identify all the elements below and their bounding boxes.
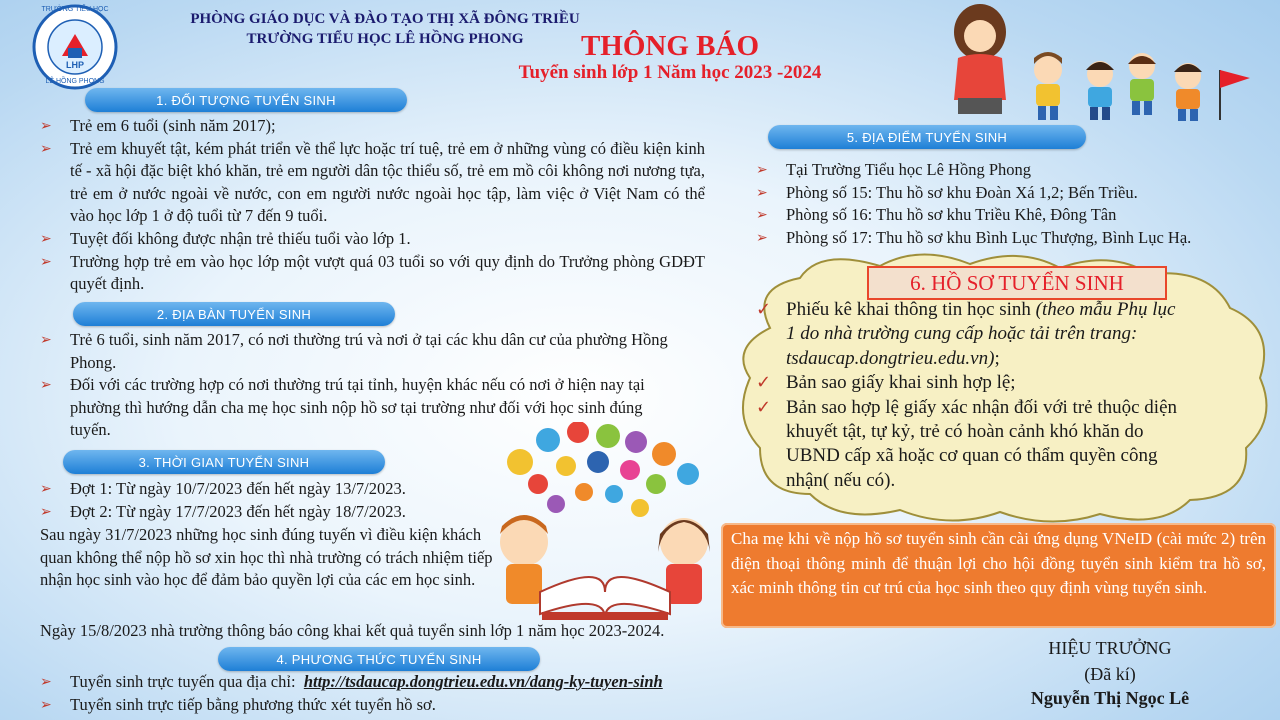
kids-reading-illustration <box>480 422 730 622</box>
section6-list <box>756 298 1186 493</box>
section2-heading: 2. ĐỊA BÀN TUYỂN SINH <box>73 302 395 326</box>
arrow-bullet-icon: ➢ <box>756 162 768 178</box>
arrow-bullet-icon: ➢ <box>40 253 52 270</box>
arrow-bullet-icon: ➢ <box>40 140 52 157</box>
list-item: ➢ Trẻ em 6 tuổi (sinh năm 2017); <box>40 115 705 138</box>
vneid-notice: Cha mẹ khi về nộp hồ sơ tuyển sinh cần cài ứng dụng VNeID (cài mức 2) trên điện thoại thông minh để thuận lợi cho hội đồng tuyển sinh kiểm tra hồ sơ, xác minh thông tin cư trú của học sinh theo quy định vùng tuyển sinh. <box>721 523 1276 628</box>
section4-list <box>40 671 760 716</box>
check-bullet-icon: ✓ <box>756 396 772 418</box>
list-item: ➢ Tuyệt đối không được nhận trẻ thiếu tuổi vào lớp 1. <box>40 228 705 251</box>
list-item: ➢ Đợt 2: Từ ngày 17/7/2023 đến hết ngày 18/7/2023. <box>40 501 500 524</box>
list-item: ➢ Trường hợp trẻ em vào học lớp một vượt quá 03 tuổi so với quy định do Trưởng phòng GDĐT quyết định. <box>40 251 705 294</box>
section3-paragraph: Sau ngày 31/7/2023 những học sinh đúng tuyến vì điều kiện khách quan không thể nộp hồ sơ xin học thì nhà trường có trách nhiệm tiếp nhận học sinh vào học để đảm bảo quyền lợi của các em học sinh. <box>40 525 493 590</box>
arrow-bullet-icon: ➢ <box>40 503 52 520</box>
section1-heading: 1. ĐỐI TƯỢNG TUYỂN SINH <box>85 88 407 112</box>
list-item: ➢ Đợt 1: Từ ngày 10/7/2023 đến hết ngày 13/7/2023. <box>40 478 500 501</box>
arrow-bullet-icon: ➢ <box>756 229 768 246</box>
list-item: ✓ Phiếu kê khai thông tin học sinh (theo mẫu Phụ lục 1 do nhà trường cung cấp hoặc tải trên trang: tsdaucap.dongtrieu.edu.vn); <box>756 299 1176 369</box>
page-subtitle: Tuyển sinh lớp 1 Năm học 2023 -2024 <box>518 62 822 83</box>
list-item: ➢ Trẻ em khuyết tật, kém phát triển về thể lực hoặc trí tuệ, trẻ em ở những vùng có điều kiện kinh tế - xã hội đặc biệt khó khăn, trẻ em người dân tộc thiểu số, trẻ em mồ côi không nơi nương tựa, trẻ em ở nước ngoài về nước, con em người nước ngoài học tập, làm việc ở Việt Nam có thể vào học lớp 1 ở độ tuổi từ 7 đến 9 tuổi. <box>40 138 705 226</box>
list-item: ➢ Phòng số 16: Thu hồ sơ khu Triều Khê, Đông Tân <box>756 204 1276 227</box>
list-item: ➢ Tại Trường Tiểu học Lê Hồng Phong <box>756 159 1276 182</box>
arrow-bullet-icon: ➢ <box>40 377 52 394</box>
list-item: ➢ Phòng số 17: Thu hồ sơ khu Bình Lục Thượng, Bình Lục Hạ. <box>756 227 1276 250</box>
teacher-kids-illustration <box>920 0 1270 130</box>
arrow-bullet-icon: ➢ <box>40 674 52 690</box>
section1-list <box>40 115 705 296</box>
arrow-bullet-icon: ➢ <box>756 207 768 224</box>
page-title: THÔNG BÁO <box>580 30 760 62</box>
section6-heading: 6. HỒ SƠ TUYỂN SINH <box>867 266 1167 300</box>
arrow-bullet-icon: ➢ <box>40 696 52 713</box>
arrow-bullet-icon: ➢ <box>40 230 52 247</box>
list-item: ➢ Trẻ 6 tuổi, sinh năm 2017, có nơi thường trú và nơi ở tại các khu dân cư của phường Hồng Phong. <box>40 330 668 372</box>
signature-role: HIỆU TRƯỞNG <box>1048 638 1172 658</box>
section3-list <box>40 478 500 523</box>
school-name: TRƯỜNG TIỂU HỌC LÊ HỒNG PHONG <box>246 31 524 47</box>
arrow-bullet-icon: ➢ <box>40 481 52 497</box>
list-item: ✓ Bản sao hợp lệ giấy xác nhận đối với trẻ thuộc diện khuyết tật, tự kỷ, trẻ có hoàn cảnh khó khăn do UBND cấp xã hoặc cơ quan có thẩm quyền công nhận( nếu có). <box>756 396 1178 491</box>
registration-link[interactable]: http://tsdaucap.dongtrieu.edu.vn/dang-ky-tuyen-sinh <box>303 672 663 691</box>
arrow-bullet-icon: ➢ <box>756 184 768 201</box>
arrow-bullet-icon: ➢ <box>40 332 52 348</box>
school-logo <box>32 4 118 90</box>
check-bullet-icon: ✓ <box>756 372 772 394</box>
section5-list <box>756 159 1276 249</box>
section5-heading: 5. ĐỊA ĐIỂM TUYỂN SINH <box>768 125 1086 149</box>
logo-mark: LHP <box>66 60 84 70</box>
signature-signed: (Đã kí) <box>1084 664 1136 684</box>
results-announcement: Ngày 15/8/2023 nhà trường thông báo công khai kết quả tuyển sinh lớp 1 năm học 2023-2024. <box>40 621 665 640</box>
department-name: PHÒNG GIÁO DỤC VÀ ĐÀO TẠO THỊ XÃ ĐÔNG TRIỀU <box>190 11 580 27</box>
list-item: ➢ Đối với các trường hợp có nơi thường trú tại tỉnh, huyện khác nếu có nơi ở hiện nay tại phường thì hướng dẫn cha mẹ học sinh nộp hồ sơ tại trường như đối với học sinh đúng tuyến. <box>40 375 645 440</box>
check-bullet-icon: ✓ <box>756 299 772 320</box>
list-item: ➢ Tuyển sinh trực tiếp bằng phương thức xét tuyển hồ sơ. <box>40 694 760 717</box>
section4-heading: 4. PHƯƠNG THỨC TUYỂN SINH <box>218 647 540 671</box>
list-item: ➢ Phòng số 15: Thu hồ sơ khu Đoàn Xá 1,2; Bến Triều. <box>756 182 1276 205</box>
signature-name: Nguyễn Thị Ngọc Lê <box>1030 688 1190 708</box>
arrow-bullet-icon: ➢ <box>40 118 52 134</box>
logo-top-text: TRƯỜNG TIỂU HỌC <box>41 6 109 13</box>
section3-heading: 3. THỜI GIAN TUYỂN SINH <box>63 450 385 474</box>
list-item: ➢ Tuyển sinh trực tuyến qua địa chỉ: http://tsdaucap.dongtrieu.edu.vn/dang-ky-tuyen-sinh <box>40 671 760 694</box>
list-item: ✓ Bản sao giấy khai sinh hợp lệ; <box>756 371 1186 395</box>
logo-bottom-text: LÊ HỒNG PHONG <box>45 78 105 85</box>
